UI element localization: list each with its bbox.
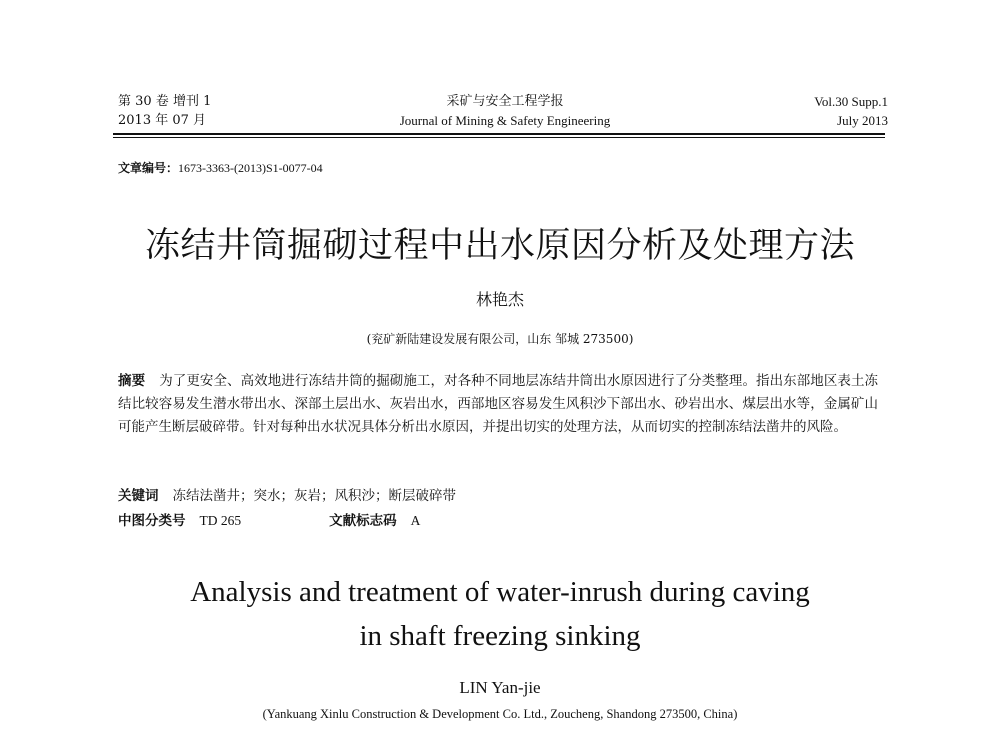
volume-issue: 第 30 卷 增刊 1 [118,94,212,109]
issue-date: 2013 年 07 月 [118,113,207,128]
classification-row [118,509,420,529]
journal-name-en: Journal of Mining & Safety Engineering [399,113,611,128]
abstract-text: 为了更安全、高效地进行冻结井筒的掘砌施工，对各种不同地层冻结井筒出水原因进行了分类整理。指出东部地区表土冻结比较容易发生潜水带出水、深部土层出水、灰岩出水，西部地区容易发生风积沙下部出水、砂岩出水、煤层出水等，金属矿山可能产生断层破碎带。针对每种出水状况具体分析出水原因，并提出切实的处理方法，从而切实的控制冻结法凿井的风险。 [118,373,879,435]
clc-label: 中图分类号 [118,513,186,529]
header-rule-thick [113,133,885,135]
article-number-value: 1673-3363-(2013)S1-0077-04 [178,161,323,175]
journal-volume-info [118,92,211,130]
doc-code-label: 文献标志码 [329,513,397,529]
journal-name-block [330,92,680,130]
keywords-label: 关键词 [118,488,159,504]
paper-title-en-line1: Analysis and treatment of water-inrush during caving [190,576,810,608]
article-number [118,159,323,176]
keywords-cn [118,484,456,504]
journal-name-cn: 采矿与安全工程学报 [446,94,564,109]
author-cn: 林艳杰 [475,290,524,309]
author-en: LIN Yan-jie [459,678,541,697]
clc-value: TD 265 [199,513,242,528]
issue-date-en: July 2013 [837,113,888,128]
abstract-cn [118,370,878,439]
paper-title-cn: 冻结井筒掘砌过程中出水原因分析及处理方法 [144,226,855,266]
article-number-label: 文章编号： [118,161,179,175]
affiliation-cn: (兖矿新陆建设发展有限公司，山东 邹城 273500) [366,332,634,346]
header-rule-thin [113,137,885,138]
paper-title-en-line2: in shaft freezing sinking [359,620,641,652]
journal-volume-info-en [814,92,888,130]
doc-code-value: A [410,513,421,528]
keywords-text: 冻结法凿井；突水；灰岩；风积沙；断层破碎带 [172,488,456,504]
abstract-label: 摘要 [118,373,146,389]
volume-supp-en: Vol.30 Supp.1 [814,94,888,109]
affiliation-en: (Yankuang Xinlu Construction & Development Co. Ltd., Zoucheng, Shandong 273500, China) [262,707,738,721]
